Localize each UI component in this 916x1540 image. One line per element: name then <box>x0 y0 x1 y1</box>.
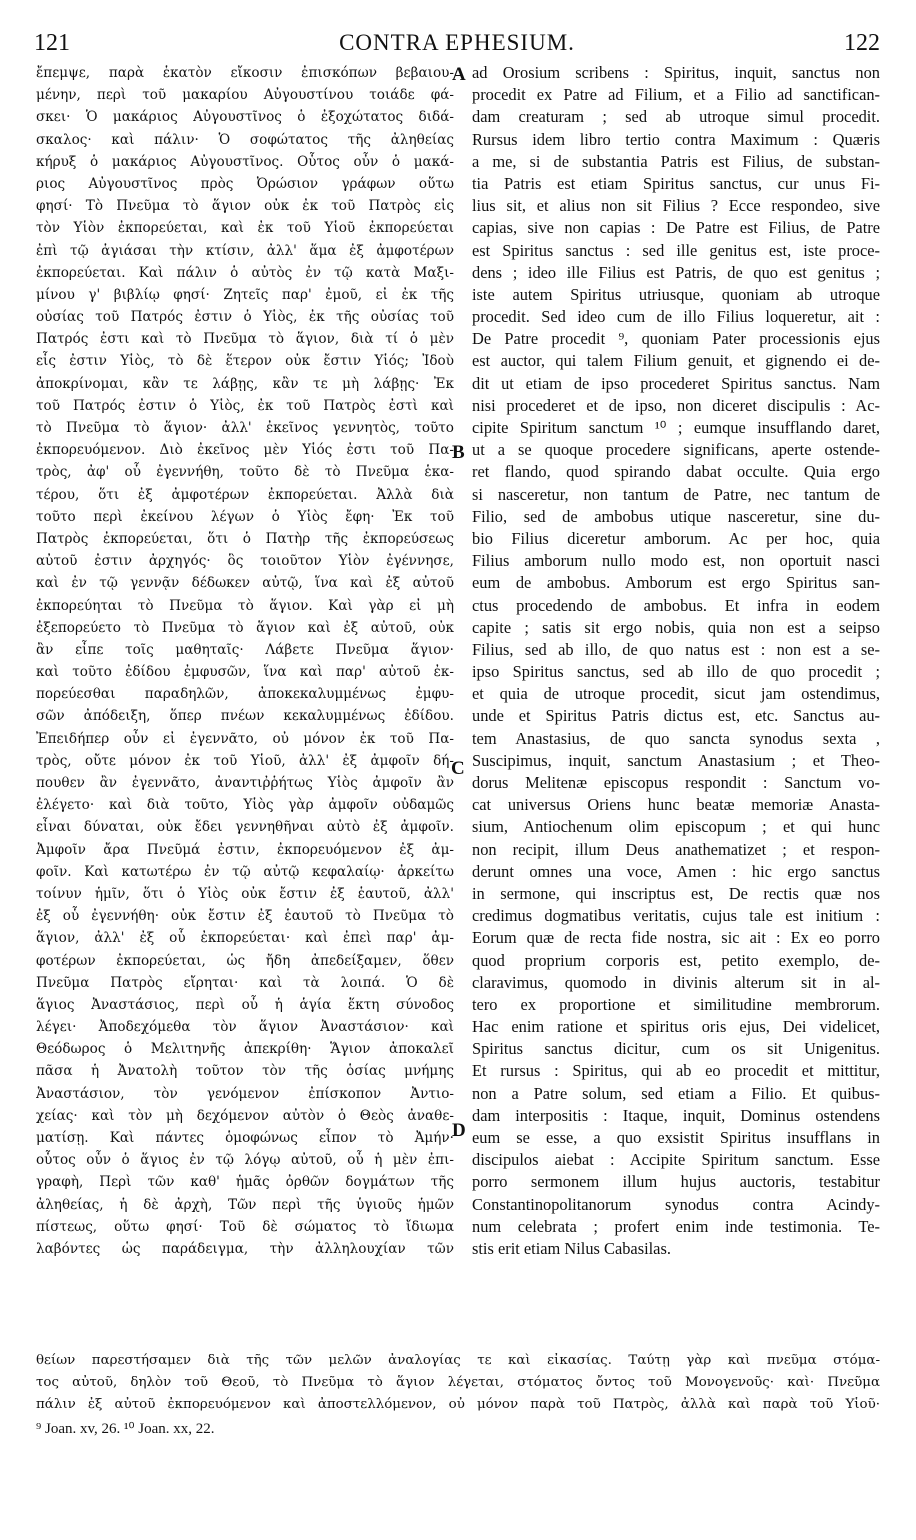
greek-text-line: ἐκπορεύεται. Καὶ πάλιν ὁ αὐτὸς ἐν τῷ κατὰ Μαξι- <box>36 264 454 281</box>
latin-text-line: Constantinopolitanorum synodus contra Acindy- <box>472 1194 880 1214</box>
greek-text-line: θείων παρεστήσαμεν διὰ τῆς τῶν μελῶν ἀναλογίας τε καὶ εἰκασίας. Ταύτῃ γὰρ καὶ πνεῦμα στόμα- <box>36 1353 880 1368</box>
greek-text-line: πορεύεσθαι παραδηλῶν, ἀποκεκαλυμμένως ἐμφυ- <box>36 686 454 703</box>
latin-text-line: De Patre procedit ⁹, quoniam Pater processionis ejus <box>472 329 880 349</box>
latin-text-line: nisi procederet et de ipso, non diceret discipulis : Ac- <box>472 395 880 415</box>
greek-text-line: φησί· Τὸ Πνεῦμα τὸ ἅγιον οὐκ ἐκ τοῦ Πατρὸς εἰς <box>36 198 454 215</box>
latin-text-line: Filius, sed ab illo, de quo natus est : non est a se- <box>472 639 880 659</box>
greek-text-line: Ἀναστάσιον, τὸν γενόμενον ἐπίσκοπον Ἀντιο- <box>36 1085 454 1102</box>
greek-text-line: καὶ τοῦτο ἐδίδου ἐμφυσῶν, ἵνα καὶ παρ' αὐτοῦ ἐκ- <box>36 664 454 681</box>
latin-text-line: eum de ambobus. Amborum est ergo Spiritus san- <box>472 573 880 593</box>
greek-text-line: χείας· καὶ τὸν μὴ δεχόμενον αὐτὸν ὁ Θεὸς ἀναθε- <box>36 1107 454 1124</box>
latin-column <box>472 62 880 1260</box>
latin-text-line: tero ex proportione et similitudine membrorum. <box>472 994 880 1014</box>
greek-text-line: ἐξ οὗ ἐγεννήθη· οὐκ ἔστιν ἐξ ἑαυτοῦ τὸ Πνεῦμα τὸ <box>36 908 454 925</box>
greek-text-line: ἀποκρίνομαι, κἂν τε λάβῃς, κἂν τε μὴ λάβῃς· Ἐκ <box>36 375 454 392</box>
greek-text-line: φοτέρων ἐκπορεύεται, ὡς ἤδη ἀπεδείξαμεν, ὅθεν <box>36 952 454 969</box>
latin-text-line: dorus Melitenæ episcopus respondit : Sanctum vo- <box>472 773 880 792</box>
margin-marker-b: B <box>452 442 465 463</box>
greek-text-line: σῶν ἀπόδειξη, ὅπερ πνέων κεκαλυμμένως ἐδίδου. <box>36 708 454 725</box>
latin-text-line: tem Anastasius, de quo sancta synodus sexta , <box>472 728 880 748</box>
latin-text-line: est auctor, qui talem Filium genuit, et gignendo ei de- <box>472 351 880 371</box>
greek-text-line: ριος Αὐγουστῖνος πρὸς Ὀρώσιον γράφων οὕτω <box>36 175 454 192</box>
latin-text-line: a me, si de substantia Patris est Filius, de substan- <box>472 151 880 171</box>
latin-text-line: ctus procedendo de ambobus. Et infra in eodem <box>472 595 880 615</box>
greek-text-line: οὗτος οὖν ὁ ἅγιος ἐν τῷ λόγῳ αὐτοῦ, οὗ ἡ μὲν ἐπι- <box>36 1152 454 1169</box>
greek-text-line: Πατρὸς ἐκπορεύεται, ὅτι ὁ Πατὴρ τῆς ἐκπορεύσεως <box>36 530 454 547</box>
latin-text-line: non a Patre solum, sed etiam a Filio. Et quibus- <box>472 1083 880 1103</box>
greek-text-line: τέρου, ὅτι ἐξ ἀμφοτέρων ἐκπορεύεται. Ἀλλὰ διὰ <box>36 486 454 503</box>
greek-text-line: Πατρός ἐστι καὶ τὸ Πνεῦμα τὸ ἅγιον, διὰ τί ὁ μὲν <box>36 331 454 348</box>
latin-text-line: porro sermonem illum hujus auctoris, testabitur <box>472 1172 880 1192</box>
greek-text-line: μένην, περὶ τοῦ μακαρίου Αὐγουστίνου τοιάδε φά- <box>36 87 454 104</box>
greek-text-line: ματίσῃ. Καὶ πάντες ὁμοφώνως εἶπον τὸ Ἀμήν· <box>36 1130 454 1146</box>
greek-text-line: τὸ Πνεῦμα τὸ ἅγιον· ἀλλ' ἐκεῖνος γεννητὸς, τοῦτο <box>36 420 454 436</box>
greek-text-line: ἔπεμψε, παρὰ ἑκατὸν εἴκοσιν ἐπισκόπων βεβαιου- <box>36 65 454 81</box>
greek-text-line: ἐπὶ τῷ ἁγιάσαι τὴν κτίσιν, ἀλλ' ἅμα ἐξ ἀμφοτέρων <box>36 242 454 259</box>
greek-text-line: σκει· Ὁ μακάριος Αὐγουστῖνος ὁ ἐξοχώτατος διδά- <box>36 109 454 126</box>
latin-text-line: Filio, sed de ambobus utique nasceretur, sine du- <box>472 506 880 526</box>
latin-text-line: discipulos aiebat : Accipite Spiritum sanctum. Esse <box>472 1150 880 1170</box>
greek-text-line: Πνεῦμα Πατρὸς εἴρηται· καὶ τὰ λοιπά. Ὁ δὲ <box>36 974 454 991</box>
latin-text-line: Spiritus sanctus dicitur, cum os sit Unigenitus. <box>472 1039 880 1059</box>
greek-text-line: γραφὴ, Περὶ τῶν καθ' ἡμᾶς ὀρθῶν δογμάτων τῆς <box>36 1174 454 1191</box>
page-number-right: 122 <box>844 30 880 56</box>
margin-marker-d: D <box>452 1120 466 1141</box>
greek-text-line: πᾶσα ἡ Ἀνατολὴ τοῦτον τὸν τῆς ὁσίας μνήμης <box>36 1063 454 1080</box>
greek-text-line: ἅγιος Ἀναστάσιος, περὶ οὗ ἡ ἁγία ἕκτη σύνοδος <box>36 996 454 1013</box>
latin-text-line: dam interpositis : Itaque, inquit, Dominus ostendens <box>472 1105 880 1125</box>
greek-text-line: πάλιν ἐξ αὐτοῦ ἐκπορευόμενον καὶ ἀποστελλόμενον, οὐ μόνον παρὰ τοῦ Πατρὸς, ἀλλὰ καὶ παρὰ τοῦ Υἱοῦ· <box>36 1397 880 1413</box>
latin-text-line: Suscipimus, inquit, sanctum Anastasium ; et Theo- <box>472 750 880 770</box>
latin-text-line: Et rursus : Spiritus, qui ab eo procedit et mittitur, <box>472 1061 880 1081</box>
latin-text-line: iste autem Spiritus utriusque, quoniam ab utroque <box>472 284 880 304</box>
greek-text-line: ἐξεπορεύετο τὸ Πνεῦμα τὸ ἅγιον καὶ ἐξ αὐτοῦ, οὐκ <box>36 619 454 636</box>
greek-text-line: τρὸς, οὔτε μόνον ἐκ τοῦ Υἱοῦ, ἀλλ' ἐξ ἀμφοῖν δή- <box>36 752 454 769</box>
latin-text-line: capias, sive non capias : De Patre est Filius, de Patre <box>472 218 880 238</box>
greek-text-line: οὐσίας τοῦ Πατρός ἐστιν ὁ Υἱὸς, ἐκ τῆς οὐσίας τοῦ <box>36 309 454 326</box>
greek-text-line: λέγει· Ἀποδεχόμεθα τὸν ἅγιον Ἀναστάσιον· καὶ <box>36 1019 454 1036</box>
running-head <box>34 30 880 60</box>
greek-text-line: ἐλέγετο· καὶ διὰ τοῦτο, Υἱὸς γὰρ ἀμφοῖν οὐδαμῶς <box>36 797 454 814</box>
greek-text-line: τοίνυν ἡμῖν, ὅτι ὁ Υἱὸς οὐκ ἔστιν ἐξ ἑαυτοῦ, ἀλλ' <box>36 885 454 902</box>
latin-text-line: ipso Spiritus sanctus, sed ab illo de quo procedit ; <box>472 662 880 682</box>
latin-text-line: ut a se quoque procedere significans, aperte ostende- <box>472 440 880 460</box>
latin-text-line: Hac enim ratione et spiritus oris ejus, Dei videlicet, <box>472 1017 880 1037</box>
latin-text-line: num celebrata ; profert enim inde testimonia. Te- <box>472 1216 880 1236</box>
latin-text-line: non recipit, illum Deus anathematizet ; et respon- <box>472 839 880 859</box>
greek-text-line: εἶναι δύναται, οὐκ ἔδει γεννηθῆναι αὐτὸ ἐξ ἀμφοῖν. <box>36 819 454 836</box>
page-title: CONTRA EPHESIUM. <box>339 30 575 55</box>
latin-text-line: et quia de utroque procedit, sicut jam ostendimus, <box>472 684 880 704</box>
greek-text-line: καὶ ἐν τῷ γεννᾷν δέδωκεν αὐτῷ, ἵνα καὶ ἐξ αὐτοῦ <box>36 575 454 592</box>
latin-text-line: Rursus idem libro tertio contra Maximum : Quæris <box>472 129 880 149</box>
greek-text-line: εἷς ἐστιν Υἱὸς, τὸ δὲ ἕτερον οὐκ ἔστιν Υἱός; Ἰδοὺ <box>36 353 454 370</box>
full-width-text <box>36 1350 880 1417</box>
latin-text-line: Eorum quæ de recta fide nostra, sic ait : Ex eo porro <box>472 928 880 948</box>
latin-text-line: dam creaturam ; sed ab utroque simul procedit. <box>472 107 880 127</box>
greek-text-line: Ἀμφοῖν ἄρα Πνεῦμά ἐστιν, ἐκπορευόμενον ἐξ ἀμ- <box>36 841 454 858</box>
latin-text-line: quod proprium corporis est, petito exemplo, de- <box>472 950 880 970</box>
latin-text-line: procedit ex Patre ad Filium, et a Filio ad sanctifican- <box>472 85 880 105</box>
greek-text-line: σκαλος· καὶ πάλιν· Ὁ σοφώτατος τῆς ἀληθείας <box>36 131 454 148</box>
latin-text-line: lius sit, et alius non sit Filius ? Ecce respondeo, sive <box>472 196 880 216</box>
greek-text-line: πουθεν ἂν ἐγεννᾶτο, ἀναντιῤῥήτως Υἱὸς ἀμφοῖν ἂν <box>36 775 454 791</box>
greek-text-line: τὸν Υἱὸν ἐκπορεύεται, καὶ ἐκ τοῦ Υἱοῦ ἐκπορεύεται <box>36 220 454 237</box>
margin-marker-a: A <box>452 64 466 85</box>
greek-text-line: ἅγιον, ἀλλ' ἐξ οὗ ἐκπορεύεται· καὶ ἐπεὶ παρ' ἀμ- <box>36 930 454 947</box>
greek-text-line: ἐκπορεύηται τὸ Πνεῦμα τὸ ἅγιον. Καὶ γὰρ εἰ μὴ <box>36 597 454 614</box>
latin-text-line: procedit. Sed ideo cum de illo Filius loqueretur, ait : <box>472 307 880 327</box>
latin-text-line: ad Orosium scribens : Spiritus, inquit, sanctus non <box>472 63 880 82</box>
latin-text-line: derunt omnes una voce, Amen : hic ergo sanctus <box>472 861 880 881</box>
latin-text-line: capite ; satis sit ergo nobis, quia non est a seipso <box>472 617 880 637</box>
latin-text-line: in sermone, qui inscriptus est, De rectis quæ nos <box>472 883 880 903</box>
latin-text-line: si nasceretur, non tantum de Patre, nec tantum de <box>472 484 880 504</box>
latin-text-line: sium, Antiochenum olim episcopum ; et qui hunc <box>472 817 880 837</box>
margin-marker-c: C <box>451 758 465 779</box>
latin-text-line: unde et Spiritus Patris dictus est, etc. Sanctus au- <box>472 706 880 726</box>
latin-text-line: ret flando, quod spirando dabat occulte. Quia ergo <box>472 462 880 482</box>
latin-text-line: eum se esse, a quo exsistit Spiritus insufflans in <box>472 1128 880 1147</box>
latin-text-line: claravimus, quomodo in divinis alterum sit in al- <box>472 972 880 992</box>
greek-text-line: τος αὐτοῦ, δηλὸν τοῦ Θεοῦ, τὸ Πνεῦμα τὸ ἅγιον λέγεται, στόματος ὄντος τοῦ Μονογενοῦς· καὶ· Πνεῦμα <box>36 1375 880 1391</box>
latin-text-line: est Spiritus sanctus : sed ille genitus est, iste proce- <box>472 240 880 260</box>
greek-text-line: Ἐπειδήπερ οὖν εἰ ἐγεννᾶτο, οὐ μόνον ἐκ τοῦ Πα- <box>36 730 454 747</box>
latin-text-line: stis erit etiam Nilus Cabasilas. <box>472 1238 671 1258</box>
greek-text-line: φοῖν. Καὶ κατωτέρω ἐν τῷ αὐτῷ κεφαλαίῳ· ἀρκείτω <box>36 863 454 880</box>
greek-text-line: κήρυξ ὁ μακάριος Αὐγουστῖνος. Οὗτος οὖν ὁ μακά- <box>36 153 454 170</box>
page-number-left: 121 <box>34 30 70 56</box>
greek-text-line: τρὸς, ἀφ' οὗ ἐγεννήθη, τοῦτο δὲ τὸ Πνεῦμα ἑκα- <box>36 464 454 481</box>
greek-text-line: πίστεως, οὕτω φησί· Τοῦ δὲ σώματος τὸ ἴδιωμα <box>36 1218 454 1235</box>
greek-text-line: Θεόδωρος ὁ Μελιτηνῆς ἀπεκρίθη· Ἅγιον ἀποκαλεῖ <box>36 1041 454 1058</box>
latin-text-line: credimus dogmatibus veritatis, cujus tale est initium : <box>472 906 880 926</box>
greek-text-line: ἐκπορευόμενον. Διὸ ἐκεῖνος μὲν Υἱός ἐστι τοῦ Πα- <box>36 442 454 459</box>
greek-text-line: αὐτοῦ ἐστιν ἀρχηγός· ὃς τοιοῦτον Υἱὸν ἐγέννησε, <box>36 553 454 570</box>
latin-text-line: tia Patris est etiam Spiritus sanctus, cur unus Fi- <box>472 173 880 193</box>
latin-text-line: bio Filius diceretur amborum. Ac per hoc, quia <box>472 528 880 548</box>
latin-text-line: dit ut etiam de ipso procederet Spiritus sanctus. Nam <box>472 373 880 393</box>
latin-text-line: dens ; ideo ille Filius est Patris, de quo est genitus ; <box>472 262 880 282</box>
greek-text-line: τοῦ Πατρός ἐστιν ὁ Υἱὸς, ἐκ τοῦ Πατρὸς ἐστὶ καὶ <box>36 397 454 414</box>
footnotes: ⁹ Joan. xv, 26. ¹⁰ Joan. xx, 22. <box>36 1421 215 1437</box>
greek-text-line: λαβόντες ὡς παράδειγμα, τὴν ἀλληλουχίαν τῶν <box>36 1240 454 1257</box>
latin-text-line: Filius amborum nullo modo est, non oportuit nasci <box>472 551 880 571</box>
greek-column <box>36 62 454 1260</box>
greek-text-line: ἂν εἶπε τοῖς μαθηταῖς· Λάβετε Πνεῦμα ἅγιον· <box>36 641 454 658</box>
latin-text-line: cat universus Oriens hunc beatæ memoriæ Anasta- <box>472 795 880 815</box>
greek-text-line: τοῦτο περὶ ἐκείνου λέγων ὁ Υἱὸς ἔφη· Ἐκ τοῦ <box>36 508 454 525</box>
latin-text-line: cipite Spiritum sanctum ¹⁰ ; eumque insufflando daret, <box>472 418 880 437</box>
greek-text-line: ἀληθείας, ἡ δὲ ἀρχὴ, Τῶν περὶ τῆς ὑγιοῦς ἡμῶν <box>36 1196 454 1213</box>
greek-text-line: μίνου γ' βιβλίῳ φησί· Ζητεῖς παρ' ἐμοῦ, εἰ ἐκ τῆς <box>36 286 454 303</box>
